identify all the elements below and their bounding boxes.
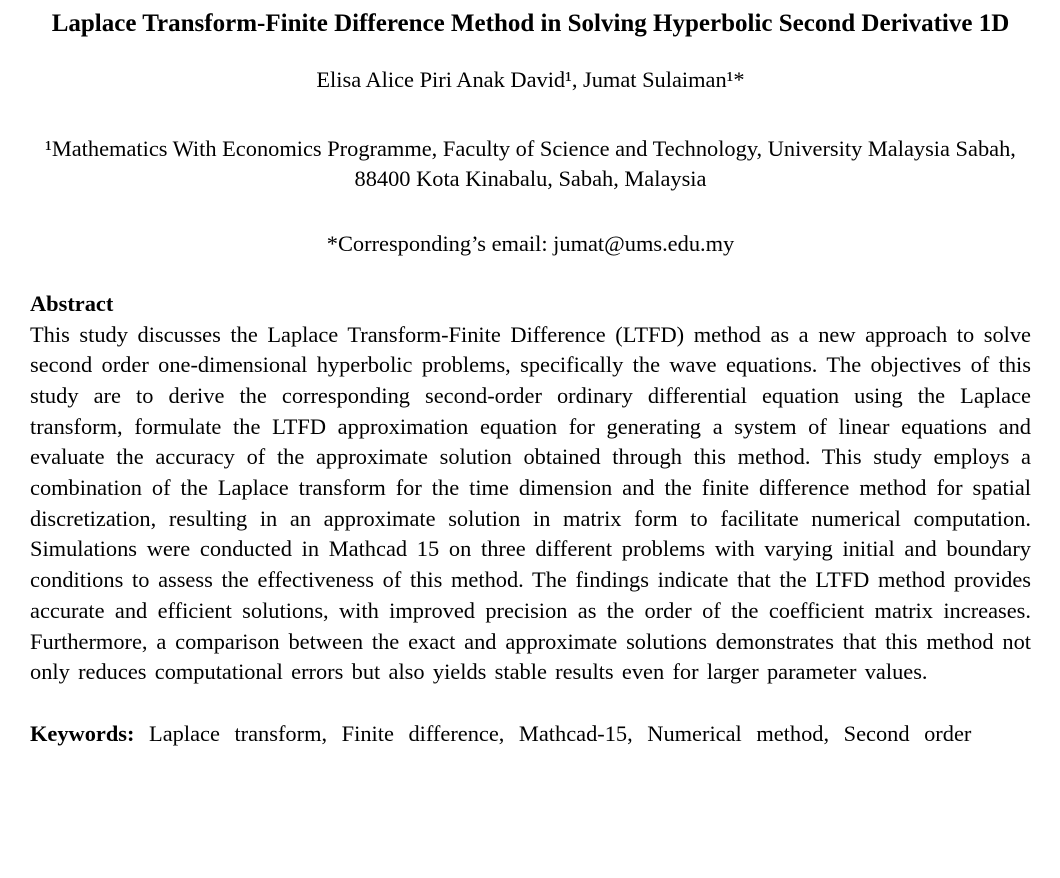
abstract-heading: Abstract [30, 290, 114, 316]
affiliation-line: ¹Mathematics With Economics Programme, Faculty of Science and Technology, University Malaysia Sabah, 88400 Kota Kinabalu, Sabah, Malaysia [45, 135, 1016, 192]
abstract-section [30, 289, 1031, 688]
abstract-text: This study discusses the Laplace Transform-Finite Difference (LTFD) method as a new approach to solve second order one-dimensional hyperbolic problems, specifically the wave equations. The objectives of this study are to derive the corresponding second-order ordinary differential equation using the Laplace transform, formulate the LTFD approximation equation for generating a system of linear equations and evaluate the accuracy of the approximate solution obtained through this method. This study employs a combination of the Laplace transform for the time dimension and the finite difference method for spatial discretization, resulting in an approximate solution in matrix form to facilitate numerical computation. Simulations were conducted in Mathcad 15 on three different problems with varying initial and boundary conditions to assess the effectiveness of this method. The findings indicate that the LTFD method provides accurate and efficient solutions, with improved precision as the order of the coefficient matrix increases. Furthermore, a comparison between the exact and approximate solutions demonstrates that this method not only reduces computational errors but also yields stable results even for larger parameter values. [30, 321, 1031, 685]
paper-title: Laplace Transform-Finite Difference Method in Solving Hyperbolic Second Derivative 1D [51, 10, 1010, 37]
keywords-line [30, 719, 1031, 750]
keywords-label: Keywords: [30, 720, 135, 746]
authors-line: Elisa Alice Piri Anak David¹, Jumat Sulaiman¹* [316, 67, 745, 92]
keywords-text: Laplace transform, Finite difference, Mathcad-15, Numerical method, Second order [134, 720, 972, 746]
corresponding-email-line: *Corresponding’s email: jumat@ums.edu.my [326, 231, 735, 257]
